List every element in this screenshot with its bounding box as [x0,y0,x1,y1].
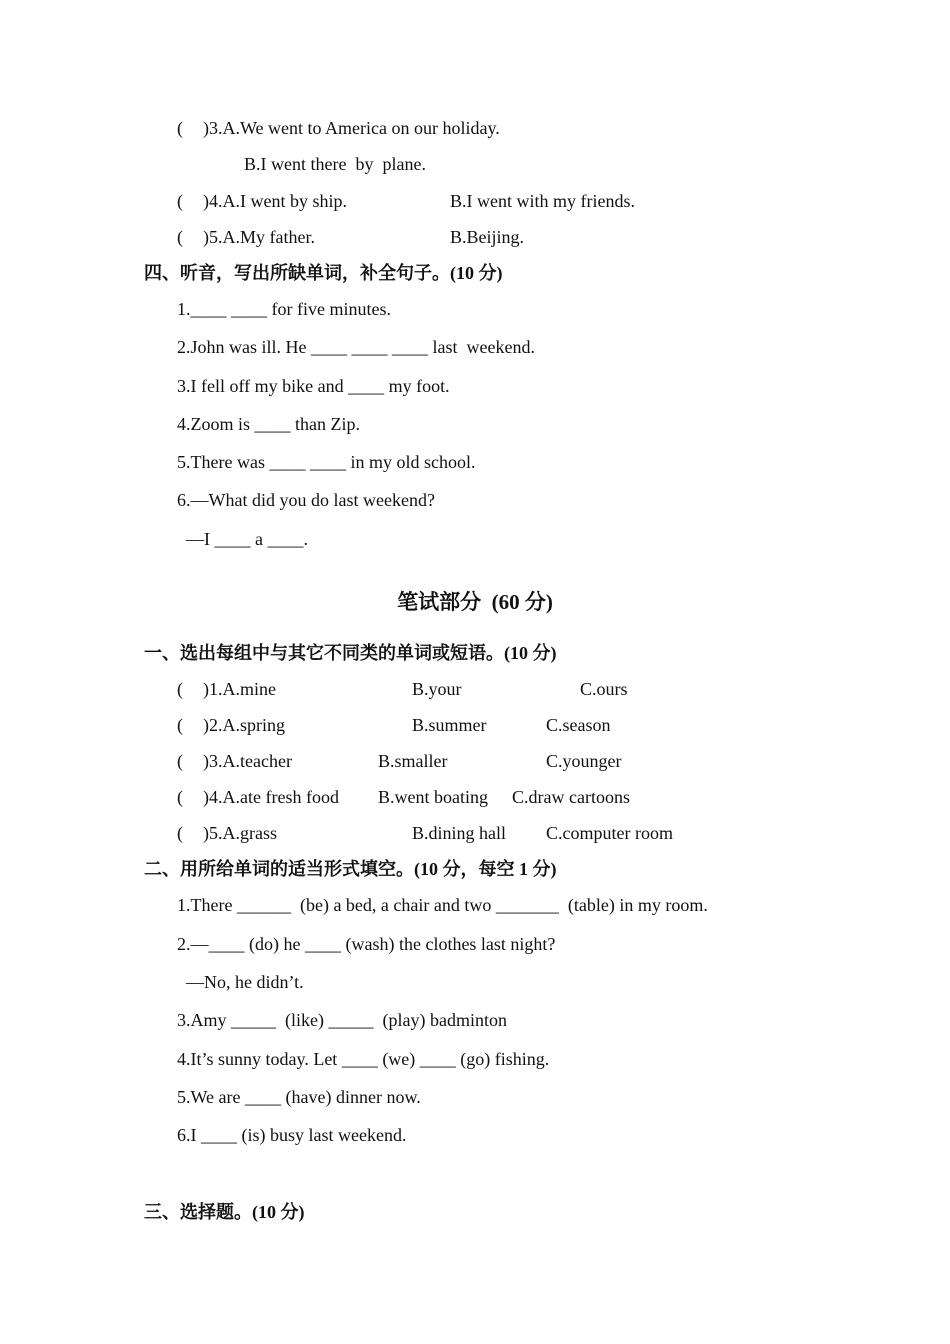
s2-item-1: 1.There ______ (be) a bed, a chair and two _______ (table) in my room. [177,895,708,915]
s1-row2-c: C.season [546,715,611,735]
s1-row2-b: B.summer [412,715,487,735]
q4-paren: ( [177,191,183,211]
written-s2-heading: 二、用所给单词的适当形式填空。(10 分，每空 1 分) [144,859,557,879]
section4-item-4: 4.Zoom is ____ than Zip. [177,414,360,434]
s2-item-2: 2.—____ (do) he ____ (wash) the clothes last night? [177,934,556,954]
s1-row5-b: B.dining hall [412,823,506,843]
s1-row5-paren: ( [177,823,183,843]
s1-row3-a: )3.A.teacher [203,751,292,771]
s1-row1-c: C.ours [580,679,628,699]
s2-item-5: 5.We are ____ (have) dinner now. [177,1087,421,1107]
q3-paren: ( [177,118,183,138]
s1-row4-c: C.draw cartoons [512,787,630,807]
q4-option-a: )4.A.I went by ship. [203,191,347,211]
s1-row1-a: )1.A.mine [203,679,276,699]
section4-item-5: 5.There was ____ ____ in my old school. [177,452,476,472]
section4-item-6: 6.—What did you do last weekend? [177,490,435,510]
s1-row3-b: B.smaller [378,751,448,771]
s1-row4-b: B.went boating [378,787,488,807]
s1-row2-a: )2.A.spring [203,715,285,735]
q3-option-a: )3.A.We went to America on our holiday. [203,118,500,138]
s1-row3-paren: ( [177,751,183,771]
section4-item-1: 1.____ ____ for five minutes. [177,299,391,319]
s1-row3-c: C.younger [546,751,622,771]
q5-option-a: )5.A.My father. [203,227,315,247]
s1-row4-a: )4.A.ate fresh food [203,787,339,807]
s2-item-3: 3.Amy _____ (like) _____ (play) badminton [177,1010,507,1030]
s1-row4-paren: ( [177,787,183,807]
s1-row1-b: B.your [412,679,462,699]
s2-item-2-answer: —No, he didn’t. [186,972,304,992]
s2-item-6: 6.I ____ (is) busy last weekend. [177,1125,407,1145]
section4-item-6-answer: —I ____ a ____. [186,529,308,549]
q5-option-b: B.Beijing. [450,227,525,247]
section4-heading: 四、听音，写出所缺单词，补全句子。(10 分) [144,263,503,283]
section4-item-3: 3.I fell off my bike and ____ my foot. [177,376,450,396]
s1-row1-paren: ( [177,679,183,699]
s2-item-4: 4.It’s sunny today. Let ____ (we) ____ (go) fishing. [177,1049,550,1069]
q3-option-b: B.I went there by plane. [244,154,426,174]
written-s1-heading: 一、选出每组中与其它不同类的单词或短语。(10 分) [144,643,557,663]
written-part-title: 笔试部分 (60 分) [397,590,553,614]
q5-paren: ( [177,227,183,247]
q4-option-b: B.I went with my friends. [450,191,635,211]
s1-row5-c: C.computer room [546,823,673,843]
s1-row2-paren: ( [177,715,183,735]
s1-row5-a: )5.A.grass [203,823,277,843]
written-s3-heading: 三、选择题。(10 分) [144,1202,305,1222]
section4-item-2: 2.John was ill. He ____ ____ ____ last weekend. [177,337,535,357]
